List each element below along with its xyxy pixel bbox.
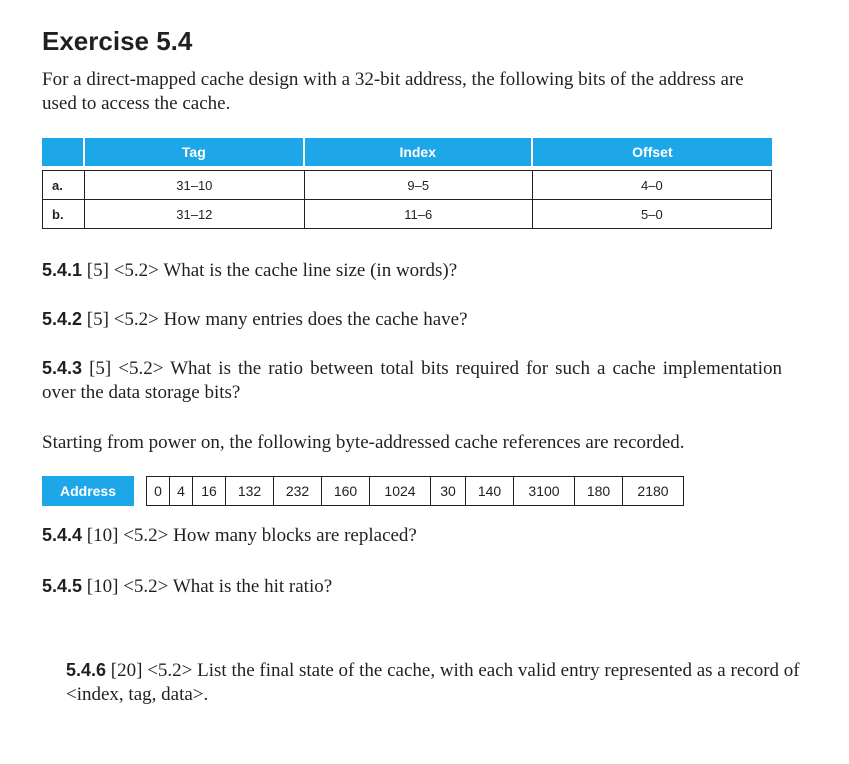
address-cell: 0 (147, 477, 170, 505)
address-cell: 2180 (637, 483, 669, 499)
question-5-4-1 (42, 258, 782, 283)
question-number: 5.4.6 (66, 660, 107, 680)
question-5-4-3 (42, 356, 782, 405)
question-text: How many entries does the cache have? (163, 309, 468, 330)
question-meta: [5] <5.2> (86, 309, 159, 330)
address-cell: 3100 (514, 477, 575, 505)
question-meta: [5] <5.2> (86, 260, 159, 281)
address-cell: 160 (322, 477, 370, 505)
header-tag: Tag (85, 138, 305, 166)
header-blank (42, 138, 85, 166)
question-number: 5.4.5 (42, 576, 83, 596)
tag-cell: 31–12 (85, 200, 305, 229)
question-5-4-6 (66, 658, 826, 707)
index-cell: 11–6 (305, 200, 533, 229)
question-number: 5.4.2 (42, 309, 83, 329)
question-5-4-5 (42, 574, 782, 599)
offset-cell: 4–0 (533, 170, 772, 200)
address-cell: 132 (226, 477, 274, 505)
question-text: What is the cache line size (in words)? (163, 260, 458, 281)
table-row (42, 170, 772, 200)
header-index: Index (305, 138, 533, 166)
table-header-row (42, 138, 772, 166)
address-cells (146, 476, 684, 506)
question-text: How many blocks are replaced? (173, 525, 417, 546)
intro-paragraph: For a direct-mapped cache design with a 32-bit address, the following bits of the address are used to access the cache. (42, 69, 744, 114)
address-cell: 140 (466, 477, 514, 505)
question-text: What is the ratio between total bits required for such a cache implementation over the data storage bits? (42, 358, 782, 403)
starting-paragraph: Starting from power on, the following byte-addressed cache references are recorded. (42, 432, 685, 453)
table-row (42, 200, 772, 229)
row-label: a. (42, 170, 85, 200)
address-cell: 16 (193, 477, 226, 505)
address-label: Address (42, 476, 134, 506)
index-cell: 9–5 (305, 170, 533, 200)
question-text: List the final state of the cache, with each valid entry represented as a record of <index, tag, data>. (66, 660, 800, 705)
address-cell: 30 (431, 477, 466, 505)
question-5-4-4 (42, 523, 782, 548)
question-number: 5.4.1 (42, 260, 83, 280)
question-meta: [10] <5.2> (86, 576, 169, 597)
question-number: 5.4.4 (42, 525, 83, 545)
tag-cell: 31–10 (85, 170, 305, 200)
exercise-title: Exercise 5.4 (42, 26, 193, 56)
address-cell: 4 (170, 477, 193, 505)
address-cell: 232 (274, 477, 322, 505)
address-bits-table (42, 138, 772, 229)
question-5-4-2 (42, 307, 782, 332)
question-meta: [5] <5.2> (89, 358, 164, 379)
address-cell: 180 (575, 477, 623, 505)
row-label: b. (42, 200, 85, 229)
question-meta: [10] <5.2> (86, 525, 169, 546)
offset-cell: 5–0 (533, 200, 772, 229)
address-cell: 1024 (370, 477, 431, 505)
address-sequence (42, 476, 684, 506)
header-offset: Offset (533, 138, 772, 166)
question-text: What is the hit ratio? (172, 576, 333, 597)
question-meta: [20] <5.2> (110, 660, 193, 681)
question-number: 5.4.3 (42, 358, 83, 378)
